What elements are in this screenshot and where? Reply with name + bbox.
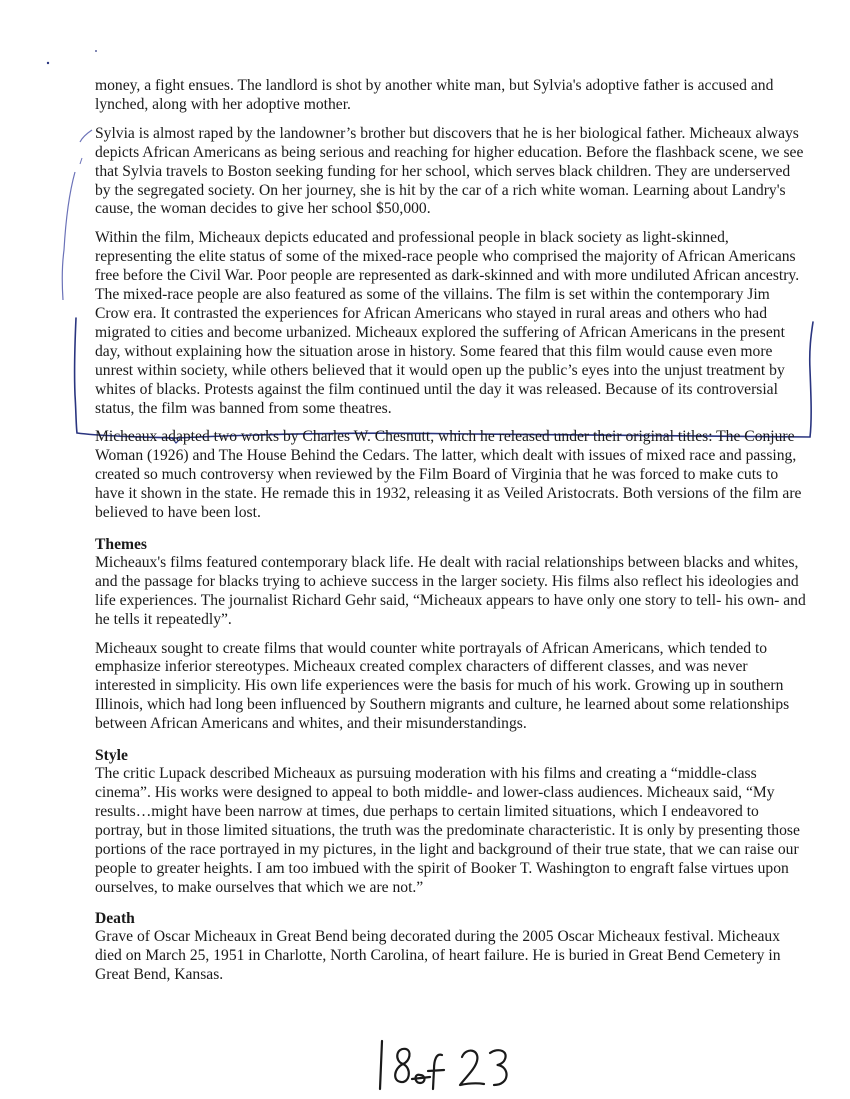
margin-line (62, 130, 92, 300)
section-heading-style: Style (95, 747, 128, 765)
section-heading-themes: Themes (95, 535, 147, 553)
paragraph-themes-2: Micheaux sought to create films that would counter white portrayals of African Americans, which tended to emphasize inferior stereotypes. Micheaux created complex characters of different classes, and was never interested in simplicity. His own life experiences were the basis for much of his work. Growing up in southern Illinois, which had long been influenced by Southern migrants and culture, he learned about some relationships between African Americans and whites, and their misunderstandings. (95, 639, 790, 733)
handwritten-page-number (370, 1035, 530, 1095)
document-page (95, 77, 807, 995)
margin-tick (80, 158, 82, 164)
paragraph-style-1: The critic Lupack described Micheaux as pursuing moderation with his films and creating a “middle-class cinema”. His works were designed to appeal to both middle- and lower-class audiences. Micheaux said, “My results…might have been narrow at times, due perhaps to certain limited situations, which I endeavored to portray, but in those limited situations, the truth was the predominate characteristic. It is only by presenting those portions of the race portrayed in my pictures, in the light and background of their true state, that we can raise our people to greater heights. I am too imbued with the spirit of Booker T. Washington to engraft false virtues upon ourselves, to make ourselves that which we are not.” (95, 765, 800, 896)
paragraph-lynching: money, a fight ensues. The landlord is shot by another white man, but Sylvia's adoptive father is accused and lynched, along with her adoptive mother. (95, 77, 774, 113)
section-heading-death: Death (95, 910, 135, 928)
paragraph-chesnutt-adaptations: Micheaux adapted two works by Charles W. Chesnutt, which he released under their original titles: The Conjure Woman (1926) and The House Behind the Cedars. The latter, which dealt with issues of mixed race and passing, created so much controversy when reviewed by the Film Board of Virginia that he was forced to make cuts to have it shown in the state. He remade this in 1932, releasing it as Veiled Aristocrats. Both versions of the film are believed to have been lost. (95, 428, 802, 522)
paragraph-film-depiction: Within the film, Micheaux depicts educated and professional people in black society as light-skinned, representing the elite status of some of the mixed-race people who comprised the majority of African Americans free before the Civil War. Poor people are represented as dark-skinned and with more undiluted African ancestry. The mixed-race people are also featured as some of the villains. The film is set within the contemporary Jim Crow era. It contrasted the experiences for African Americans who stayed in rural areas and others who had migrated to cities and become urbanized. Micheaux explored the suffering of African Americans in the present day, without explaining how the situation arose in history. Some feared that this film would cause even more unrest within society, while others believed that it would open up the public’s eyes into the unjust treatment by whites of blacks. Protests against the film continued until the day it was released. Because of its controversial status, the film was banned from some theatres. (95, 229, 800, 417)
ink-speck (95, 50, 97, 52)
paragraph-death-1: Grave of Oscar Micheaux in Great Bend being decorated during the 2005 Oscar Micheaux festival. Micheaux died on March 25, 1951 in Charlotte, North Carolina, of heart failure. He is buried in Great Bend Cemetery in Great Bend, Kansas. (95, 928, 781, 984)
ink-speck (47, 62, 49, 64)
paragraph-sylvia: Sylvia is almost raped by the landowner’s brother but discovers that he is her biological father. Micheaux always depicts African Americans as being serious and reaching for higher education. Before the flashback scene, we see that Sylvia travels to Boston seeking funding for her school, which serves black children. They are underserved by the segregated society. On her journey, she is hit by the car of a rich white woman. Learning about Landry's cause, the woman decides to give her school $50,000. (95, 124, 804, 218)
paragraph-themes-1: Micheaux's films featured contemporary black life. He dealt with racial relationships between blacks and whites, and the passage for blacks trying to achieve success in the larger society. His films also reflect his ideologies and life experiences. The journalist Richard Gehr said, “Micheaux appears to have only one story to tell- his own- and he tells it repeatedly”. (95, 553, 806, 628)
